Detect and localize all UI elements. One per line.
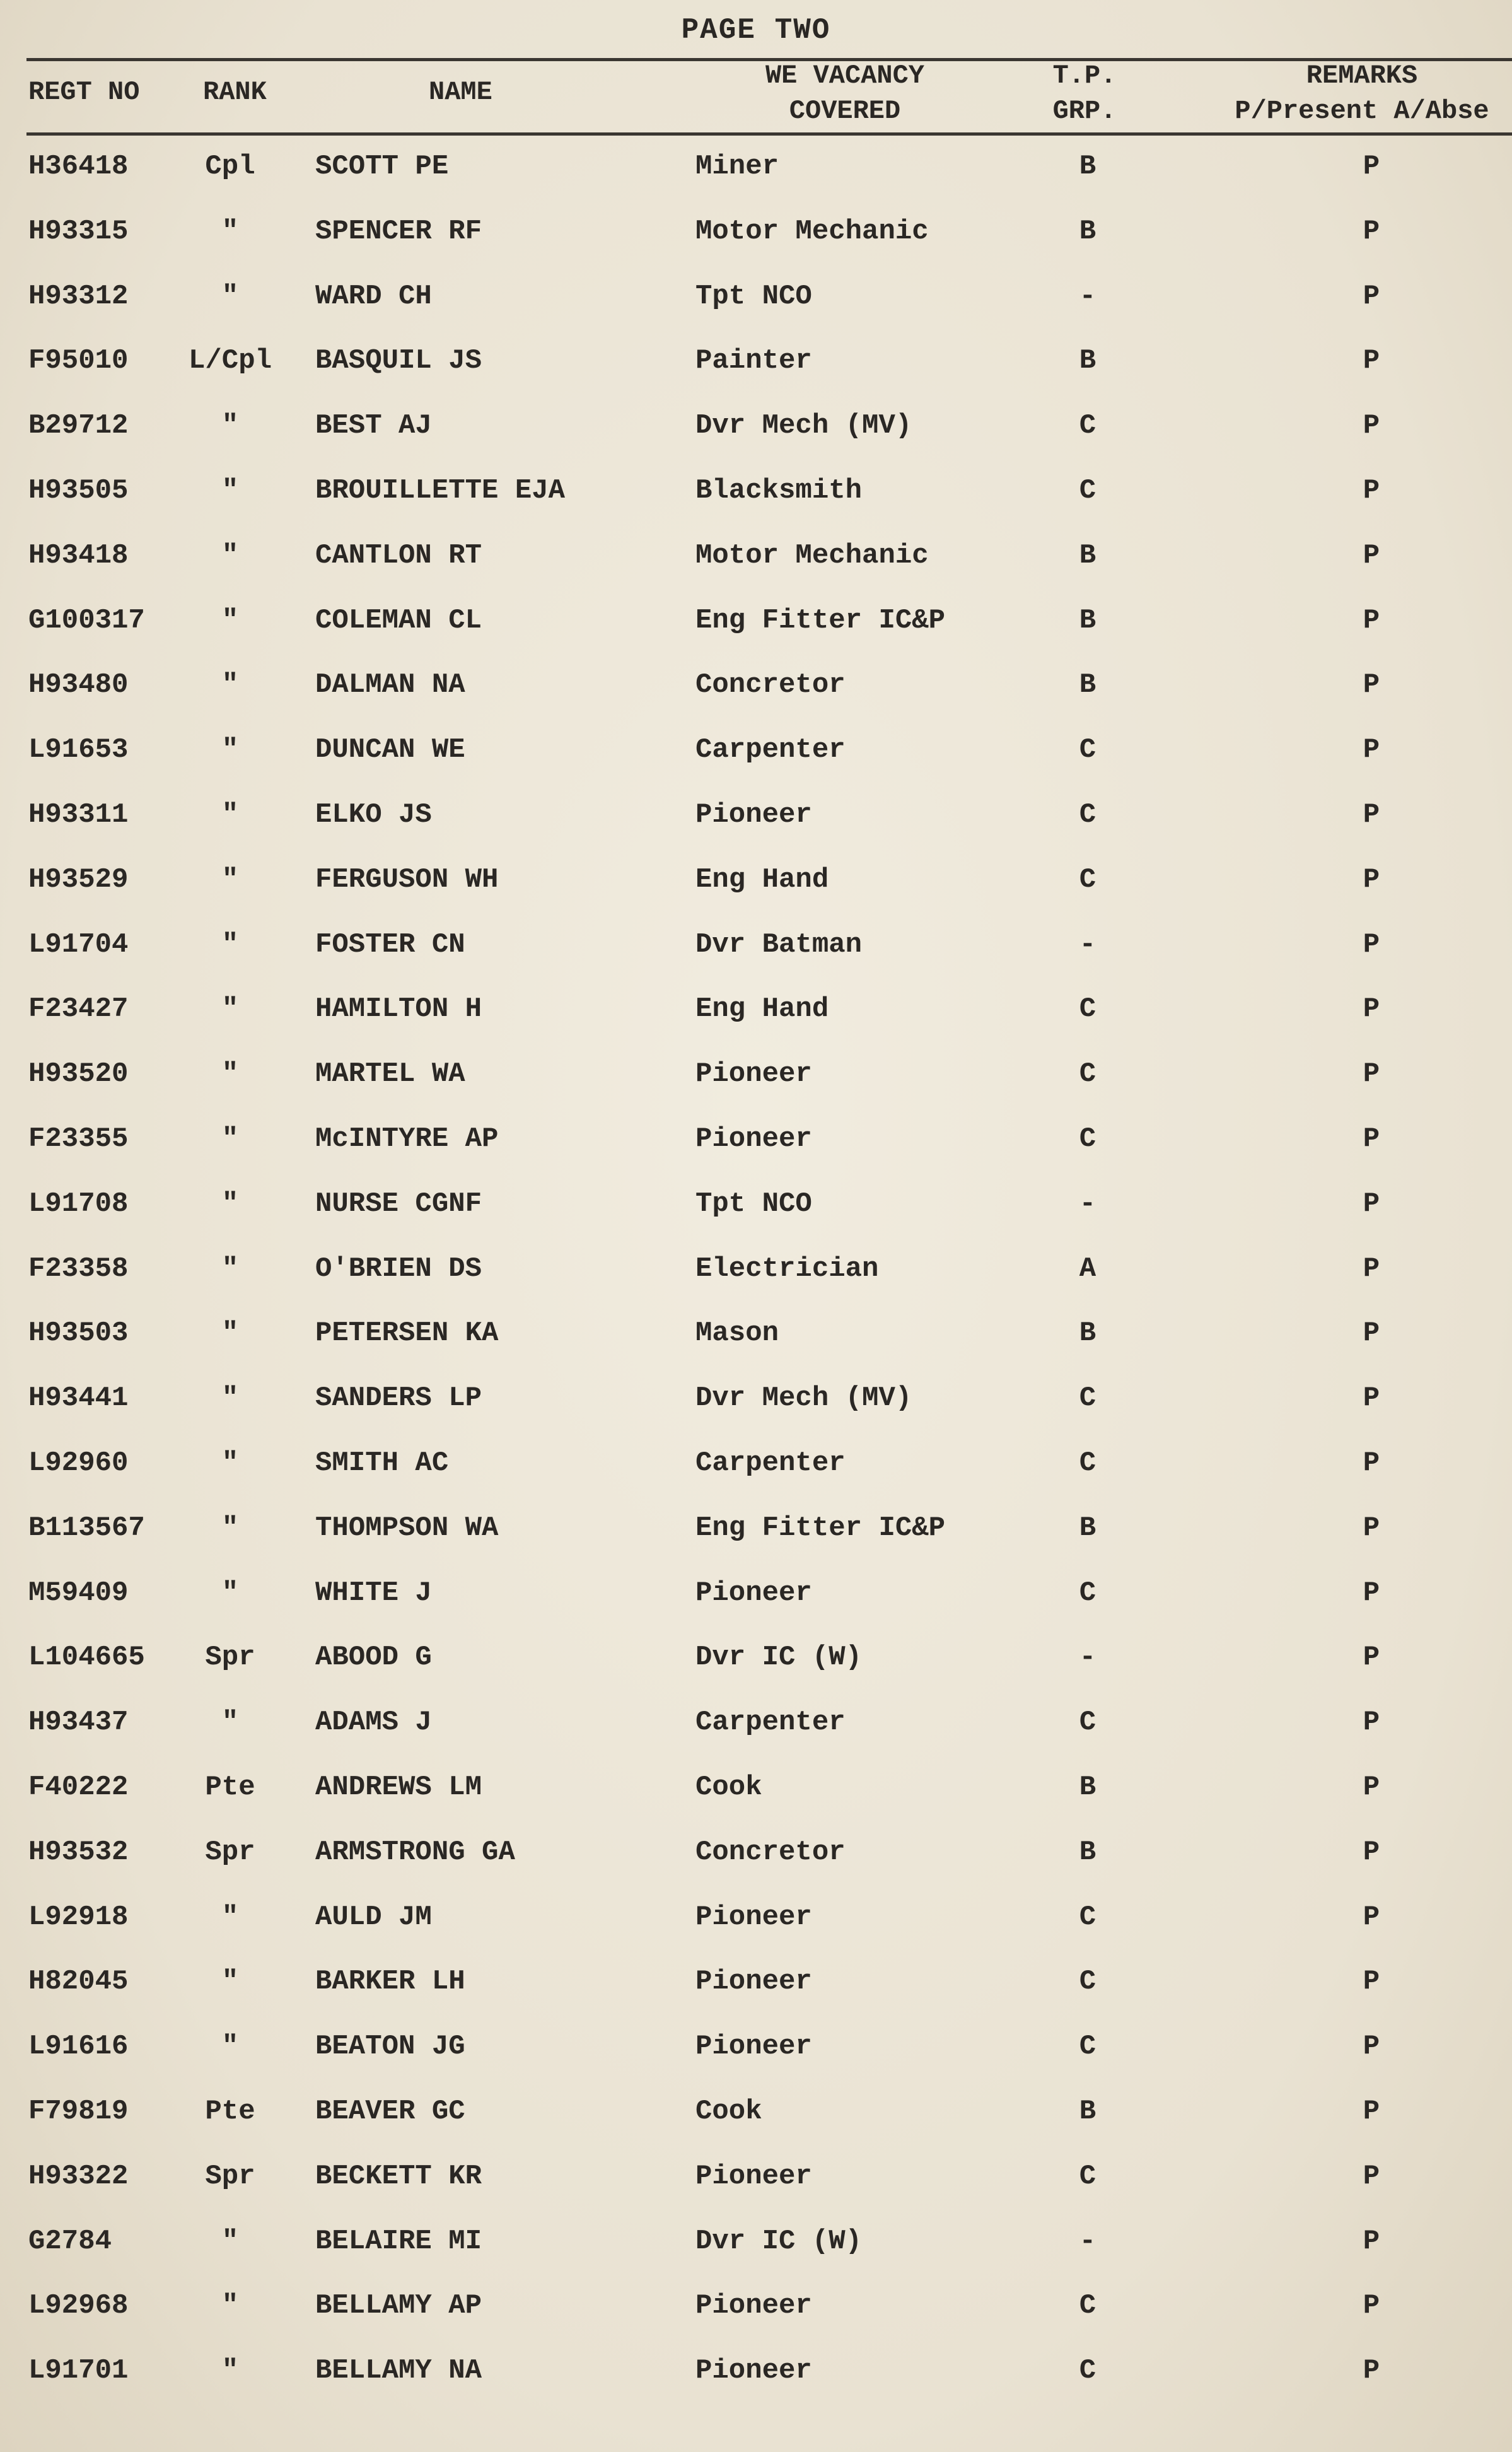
vacancy-cell: Eng Fitter IC&P xyxy=(695,1512,946,1544)
remarks-cell: P xyxy=(1363,2290,1380,2322)
remarks-cell: P xyxy=(1363,151,1380,182)
vacancy-cell: Motor Mechanic xyxy=(695,539,929,571)
table-row xyxy=(0,722,1512,787)
name-cell: WARD CH xyxy=(315,280,432,312)
header-remarks-line1: REMARKS xyxy=(1306,61,1418,91)
name-cell: AULD JM xyxy=(315,1901,432,1933)
vacancy-cell: Blacksmith xyxy=(695,474,863,506)
regt-no-cell: L92968 xyxy=(28,2290,129,2322)
tp-group-cell: C xyxy=(1079,474,1096,506)
table-row xyxy=(0,2343,1512,2408)
regt-no-cell: L92960 xyxy=(28,1447,129,1479)
remarks-cell: P xyxy=(1363,1317,1380,1350)
name-cell: FERGUSON WH xyxy=(315,863,499,896)
remarks-cell: P xyxy=(1363,280,1380,312)
tp-group-cell: - xyxy=(1079,280,1096,312)
rank-cell: " xyxy=(221,2031,239,2063)
rank-cell: " xyxy=(221,669,239,701)
header-remarks xyxy=(1198,58,1512,129)
header-vacancy-line1: WE VACANCY xyxy=(765,61,925,91)
name-cell: BARKER LH xyxy=(315,1966,465,1998)
remarks-cell: P xyxy=(1363,1382,1380,1415)
table-row xyxy=(0,2214,1512,2279)
tp-group-cell: B xyxy=(1079,539,1096,571)
table-row xyxy=(0,528,1512,593)
name-cell: ANDREWS LM xyxy=(315,1771,482,1803)
remarks-cell: P xyxy=(1363,1123,1380,1155)
name-cell: BELLAMY NA xyxy=(315,2355,482,2387)
regt-no-cell: H93529 xyxy=(28,863,129,896)
header-remarks-line2: P/Present A/Abse xyxy=(1235,96,1489,126)
name-cell: BASQUIL JS xyxy=(315,345,482,377)
rank-cell: " xyxy=(221,1707,239,1739)
rank-cell: " xyxy=(221,1252,239,1285)
remarks-cell: P xyxy=(1363,474,1380,506)
table-row xyxy=(0,917,1512,982)
table-row xyxy=(0,787,1512,852)
header-vacancy xyxy=(681,58,1009,129)
table-row xyxy=(0,2019,1512,2084)
tp-group-cell: C xyxy=(1079,2355,1096,2387)
remarks-cell: P xyxy=(1363,798,1380,831)
rank-cell: " xyxy=(221,2290,239,2322)
name-cell: SPENCER RF xyxy=(315,215,482,247)
name-cell: McINTYRE AP xyxy=(315,1123,499,1155)
regt-no-cell: L91653 xyxy=(28,734,129,766)
rank-cell: " xyxy=(221,604,239,636)
table-row xyxy=(0,1046,1512,1111)
tp-group-cell: C xyxy=(1079,2290,1096,2322)
vacancy-cell: Pioneer xyxy=(695,1577,812,1609)
tp-group-cell: C xyxy=(1079,1966,1096,1998)
table-row xyxy=(0,2278,1512,2343)
tp-group-cell: B xyxy=(1079,151,1096,182)
vacancy-cell: Dvr Mech (MV) xyxy=(695,1382,912,1415)
vacancy-cell: Pioneer xyxy=(695,2160,812,2192)
rank-cell: Spr xyxy=(205,1836,255,1868)
tp-group-cell: C xyxy=(1079,1707,1096,1739)
table-row xyxy=(0,1760,1512,1824)
regt-no-cell: F95010 xyxy=(28,345,129,377)
regt-no-cell: F23427 xyxy=(28,993,129,1025)
tp-group-cell: C xyxy=(1079,410,1096,442)
name-cell: DALMAN NA xyxy=(315,669,465,701)
remarks-cell: P xyxy=(1363,539,1380,571)
tp-group-cell: C xyxy=(1079,1901,1096,1933)
regt-no-cell: H93505 xyxy=(28,474,129,506)
table-row xyxy=(0,1370,1512,1435)
tp-group-cell: B xyxy=(1079,1317,1096,1350)
table-row xyxy=(0,204,1512,269)
tp-group-cell: C xyxy=(1079,1123,1096,1155)
rank-cell: Spr xyxy=(205,2160,255,2192)
regt-no-cell: L91704 xyxy=(28,928,129,960)
rank-cell: L/Cpl xyxy=(188,345,272,377)
name-cell: DUNCAN WE xyxy=(315,734,465,766)
vacancy-cell: Pioneer xyxy=(695,798,812,831)
rank-cell: " xyxy=(221,1447,239,1479)
regt-no-cell: F23358 xyxy=(28,1252,129,1285)
header-rank: RANK xyxy=(203,77,267,107)
table-row xyxy=(0,1630,1512,1695)
rank-cell: " xyxy=(221,539,239,571)
vacancy-cell: Motor Mechanic xyxy=(695,215,929,247)
name-cell: ARMSTRONG GA xyxy=(315,1836,515,1868)
rank-cell: " xyxy=(221,1123,239,1155)
rank-cell: " xyxy=(221,928,239,960)
name-cell: FOSTER CN xyxy=(315,928,465,960)
regt-no-cell: H93418 xyxy=(28,539,129,571)
name-cell: ABOOD G xyxy=(315,1642,432,1674)
tp-group-cell: B xyxy=(1079,2095,1096,2127)
regt-no-cell: F40222 xyxy=(28,1771,129,1803)
tp-group-cell: B xyxy=(1079,1836,1096,1868)
header-tp-line1: T.P. xyxy=(1052,61,1117,91)
rank-cell: " xyxy=(221,2355,239,2387)
vacancy-cell: Carpenter xyxy=(695,1447,846,1479)
vacancy-cell: Eng Hand xyxy=(695,993,829,1025)
remarks-cell: P xyxy=(1363,2031,1380,2063)
remarks-cell: P xyxy=(1363,604,1380,636)
remarks-cell: P xyxy=(1363,2355,1380,2387)
rank-cell: " xyxy=(221,1058,239,1090)
rank-cell: " xyxy=(221,1901,239,1933)
tp-group-cell: B xyxy=(1079,604,1096,636)
table-row xyxy=(0,269,1512,334)
vacancy-cell: Pioneer xyxy=(695,1966,812,1998)
name-cell: NURSE CGNF xyxy=(315,1188,482,1220)
table-row xyxy=(0,1305,1512,1370)
name-cell: BELAIRE MI xyxy=(315,2225,482,2257)
remarks-cell: P xyxy=(1363,993,1380,1025)
rank-cell: " xyxy=(221,1966,239,1998)
vacancy-cell: Eng Fitter IC&P xyxy=(695,604,946,636)
rank-cell: " xyxy=(221,1382,239,1415)
table-row xyxy=(0,2149,1512,2214)
vacancy-cell: Cook xyxy=(695,2095,762,2127)
vacancy-cell: Concretor xyxy=(695,669,846,701)
tp-group-cell: C xyxy=(1079,734,1096,766)
vacancy-cell: Dvr Mech (MV) xyxy=(695,410,912,442)
regt-no-cell: H93311 xyxy=(28,798,129,831)
table-row xyxy=(0,2084,1512,2149)
page-title: PAGE TWO xyxy=(681,14,831,47)
rank-cell: " xyxy=(221,215,239,247)
table-row xyxy=(0,139,1512,204)
remarks-cell: P xyxy=(1363,2160,1380,2192)
table-row xyxy=(0,657,1512,722)
regt-no-cell: H93532 xyxy=(28,1836,129,1868)
name-cell: MARTEL WA xyxy=(315,1058,465,1090)
rank-cell: " xyxy=(221,2225,239,2257)
vacancy-cell: Cook xyxy=(695,1771,762,1803)
remarks-cell: P xyxy=(1363,410,1380,442)
regt-no-cell: H93503 xyxy=(28,1317,129,1350)
vacancy-cell: Tpt NCO xyxy=(695,1188,812,1220)
vacancy-cell: Electrician xyxy=(695,1252,879,1285)
rank-cell: Cpl xyxy=(205,151,255,182)
regt-no-cell: G2784 xyxy=(28,2225,112,2257)
remarks-cell: P xyxy=(1363,345,1380,377)
tp-group-cell: A xyxy=(1079,1252,1096,1285)
vacancy-cell: Pioneer xyxy=(695,2031,812,2063)
name-cell: COLEMAN CL xyxy=(315,604,482,636)
rank-cell: " xyxy=(221,1512,239,1544)
tp-group-cell: C xyxy=(1079,798,1096,831)
name-cell: BECKETT KR xyxy=(315,2160,482,2192)
name-cell: SCOTT PE xyxy=(315,151,449,182)
regt-no-cell: G100317 xyxy=(28,604,145,636)
rank-cell: " xyxy=(221,474,239,506)
regt-no-cell: H93441 xyxy=(28,1382,129,1415)
regt-no-cell: L91616 xyxy=(28,2031,129,2063)
vacancy-cell: Pioneer xyxy=(695,1123,812,1155)
vacancy-cell: Dvr Batman xyxy=(695,928,863,960)
rank-cell: " xyxy=(221,734,239,766)
regt-no-cell: F23355 xyxy=(28,1123,129,1155)
remarks-cell: P xyxy=(1363,1966,1380,1998)
tp-group-cell: C xyxy=(1079,1058,1096,1090)
header-name: NAME xyxy=(429,77,492,107)
vacancy-cell: Pioneer xyxy=(695,1058,812,1090)
table-row xyxy=(0,1695,1512,1760)
name-cell: BEST AJ xyxy=(315,410,432,442)
name-cell: BEATON JG xyxy=(315,2031,465,2063)
table-row xyxy=(0,333,1512,398)
name-cell: PETERSEN KA xyxy=(315,1317,499,1350)
remarks-cell: P xyxy=(1363,1512,1380,1544)
rank-cell: Pte xyxy=(205,2095,255,2127)
remarks-cell: P xyxy=(1363,734,1380,766)
table-row xyxy=(0,398,1512,463)
regt-no-cell: L91708 xyxy=(28,1188,129,1220)
vacancy-cell: Miner xyxy=(695,151,779,182)
name-cell: O'BRIEN DS xyxy=(315,1252,482,1285)
regt-no-cell: B29712 xyxy=(28,410,129,442)
tp-group-cell: B xyxy=(1079,1512,1096,1544)
tp-group-cell: C xyxy=(1079,1382,1096,1415)
tp-group-cell: C xyxy=(1079,1447,1096,1479)
remarks-cell: P xyxy=(1363,1642,1380,1674)
regt-no-cell: H93322 xyxy=(28,2160,129,2192)
vacancy-cell: Carpenter xyxy=(695,734,846,766)
table-row xyxy=(0,463,1512,528)
tp-group-cell: C xyxy=(1079,2160,1096,2192)
header-tp-line2: GRP. xyxy=(1052,96,1117,126)
remarks-cell: P xyxy=(1363,215,1380,247)
remarks-cell: P xyxy=(1363,2095,1380,2127)
header-bottom-rule xyxy=(26,132,1512,136)
table-row xyxy=(0,1176,1512,1241)
rank-cell: Pte xyxy=(205,1771,255,1803)
rank-cell: " xyxy=(221,1577,239,1609)
vacancy-cell: Mason xyxy=(695,1317,779,1350)
tp-group-cell: C xyxy=(1079,1577,1096,1609)
remarks-cell: P xyxy=(1363,928,1380,960)
table-row xyxy=(0,852,1512,917)
remarks-cell: P xyxy=(1363,1577,1380,1609)
name-cell: ADAMS J xyxy=(315,1707,432,1739)
tp-group-cell: - xyxy=(1079,928,1096,960)
remarks-cell: P xyxy=(1363,1707,1380,1739)
remarks-cell: P xyxy=(1363,669,1380,701)
table-row xyxy=(0,1565,1512,1630)
remarks-cell: P xyxy=(1363,1252,1380,1285)
remarks-cell: P xyxy=(1363,1058,1380,1090)
tp-group-cell: - xyxy=(1079,2225,1096,2257)
vacancy-cell: Pioneer xyxy=(695,1901,812,1933)
table-row xyxy=(0,593,1512,658)
vacancy-cell: Carpenter xyxy=(695,1707,846,1739)
regt-no-cell: H93312 xyxy=(28,280,129,312)
tp-group-cell: C xyxy=(1079,2031,1096,2063)
vacancy-cell: Eng Hand xyxy=(695,863,829,896)
name-cell: SANDERS LP xyxy=(315,1382,482,1415)
tp-group-cell: C xyxy=(1079,863,1096,896)
remarks-cell: P xyxy=(1363,1901,1380,1933)
rank-cell: " xyxy=(221,280,239,312)
tp-group-cell: B xyxy=(1079,669,1096,701)
table-row xyxy=(0,1500,1512,1565)
tp-group-cell: B xyxy=(1079,1771,1096,1803)
name-cell: BELLAMY AP xyxy=(315,2290,482,2322)
vacancy-cell: Pioneer xyxy=(695,2290,812,2322)
vacancy-cell: Dvr IC (W) xyxy=(695,2225,863,2257)
name-cell: HAMILTON H xyxy=(315,993,482,1025)
regt-no-cell: H93520 xyxy=(28,1058,129,1090)
rank-cell: " xyxy=(221,863,239,896)
remarks-cell: P xyxy=(1363,1447,1380,1479)
regt-no-cell: H82045 xyxy=(28,1966,129,1998)
header-regt-no: REGT NO xyxy=(28,77,140,107)
regt-no-cell: H93437 xyxy=(28,1707,129,1739)
regt-no-cell: H93480 xyxy=(28,669,129,701)
remarks-cell: P xyxy=(1363,1188,1380,1220)
table-row xyxy=(0,1241,1512,1306)
tp-group-cell: - xyxy=(1079,1642,1096,1674)
tp-group-cell: C xyxy=(1079,993,1096,1025)
remarks-cell: P xyxy=(1363,2225,1380,2257)
tp-group-cell: B xyxy=(1079,215,1096,247)
table-row xyxy=(0,1435,1512,1500)
name-cell: WHITE J xyxy=(315,1577,432,1609)
vacancy-cell: Dvr IC (W) xyxy=(695,1642,863,1674)
name-cell: BROUILLETTE EJA xyxy=(315,474,566,506)
tp-group-cell: - xyxy=(1079,1188,1096,1220)
header-tp-group xyxy=(1034,58,1135,129)
regt-no-cell: L91701 xyxy=(28,2355,129,2387)
regt-no-cell: H93315 xyxy=(28,215,129,247)
table-row xyxy=(0,981,1512,1046)
table-row xyxy=(0,1824,1512,1889)
name-cell: ELKO JS xyxy=(315,798,432,831)
vacancy-cell: Painter xyxy=(695,345,812,377)
name-cell: BEAVER GC xyxy=(315,2095,465,2127)
rank-cell: " xyxy=(221,993,239,1025)
regt-no-cell: L92918 xyxy=(28,1901,129,1933)
vacancy-cell: Pioneer xyxy=(695,2355,812,2387)
remarks-cell: P xyxy=(1363,1836,1380,1868)
remarks-cell: P xyxy=(1363,863,1380,896)
header-vacancy-line2: COVERED xyxy=(789,96,901,126)
name-cell: SMITH AC xyxy=(315,1447,449,1479)
rank-cell: Spr xyxy=(205,1642,255,1674)
rank-cell: " xyxy=(221,798,239,831)
regt-no-cell: H36418 xyxy=(28,151,129,182)
roster-table xyxy=(0,139,1512,2408)
regt-no-cell: F79819 xyxy=(28,2095,129,2127)
remarks-cell: P xyxy=(1363,1771,1380,1803)
table-row xyxy=(0,1889,1512,1954)
regt-no-cell: L104665 xyxy=(28,1642,145,1674)
table-row xyxy=(0,1111,1512,1176)
name-cell: CANTLON RT xyxy=(315,539,482,571)
vacancy-cell: Concretor xyxy=(695,1836,846,1868)
table-row xyxy=(0,1954,1512,2019)
name-cell: THOMPSON WA xyxy=(315,1512,499,1544)
vacancy-cell: Tpt NCO xyxy=(695,280,812,312)
rank-cell: " xyxy=(221,1317,239,1350)
regt-no-cell: M59409 xyxy=(28,1577,129,1609)
rank-cell: " xyxy=(221,410,239,442)
regt-no-cell: B113567 xyxy=(28,1512,145,1544)
tp-group-cell: B xyxy=(1079,345,1096,377)
rank-cell: " xyxy=(221,1188,239,1220)
